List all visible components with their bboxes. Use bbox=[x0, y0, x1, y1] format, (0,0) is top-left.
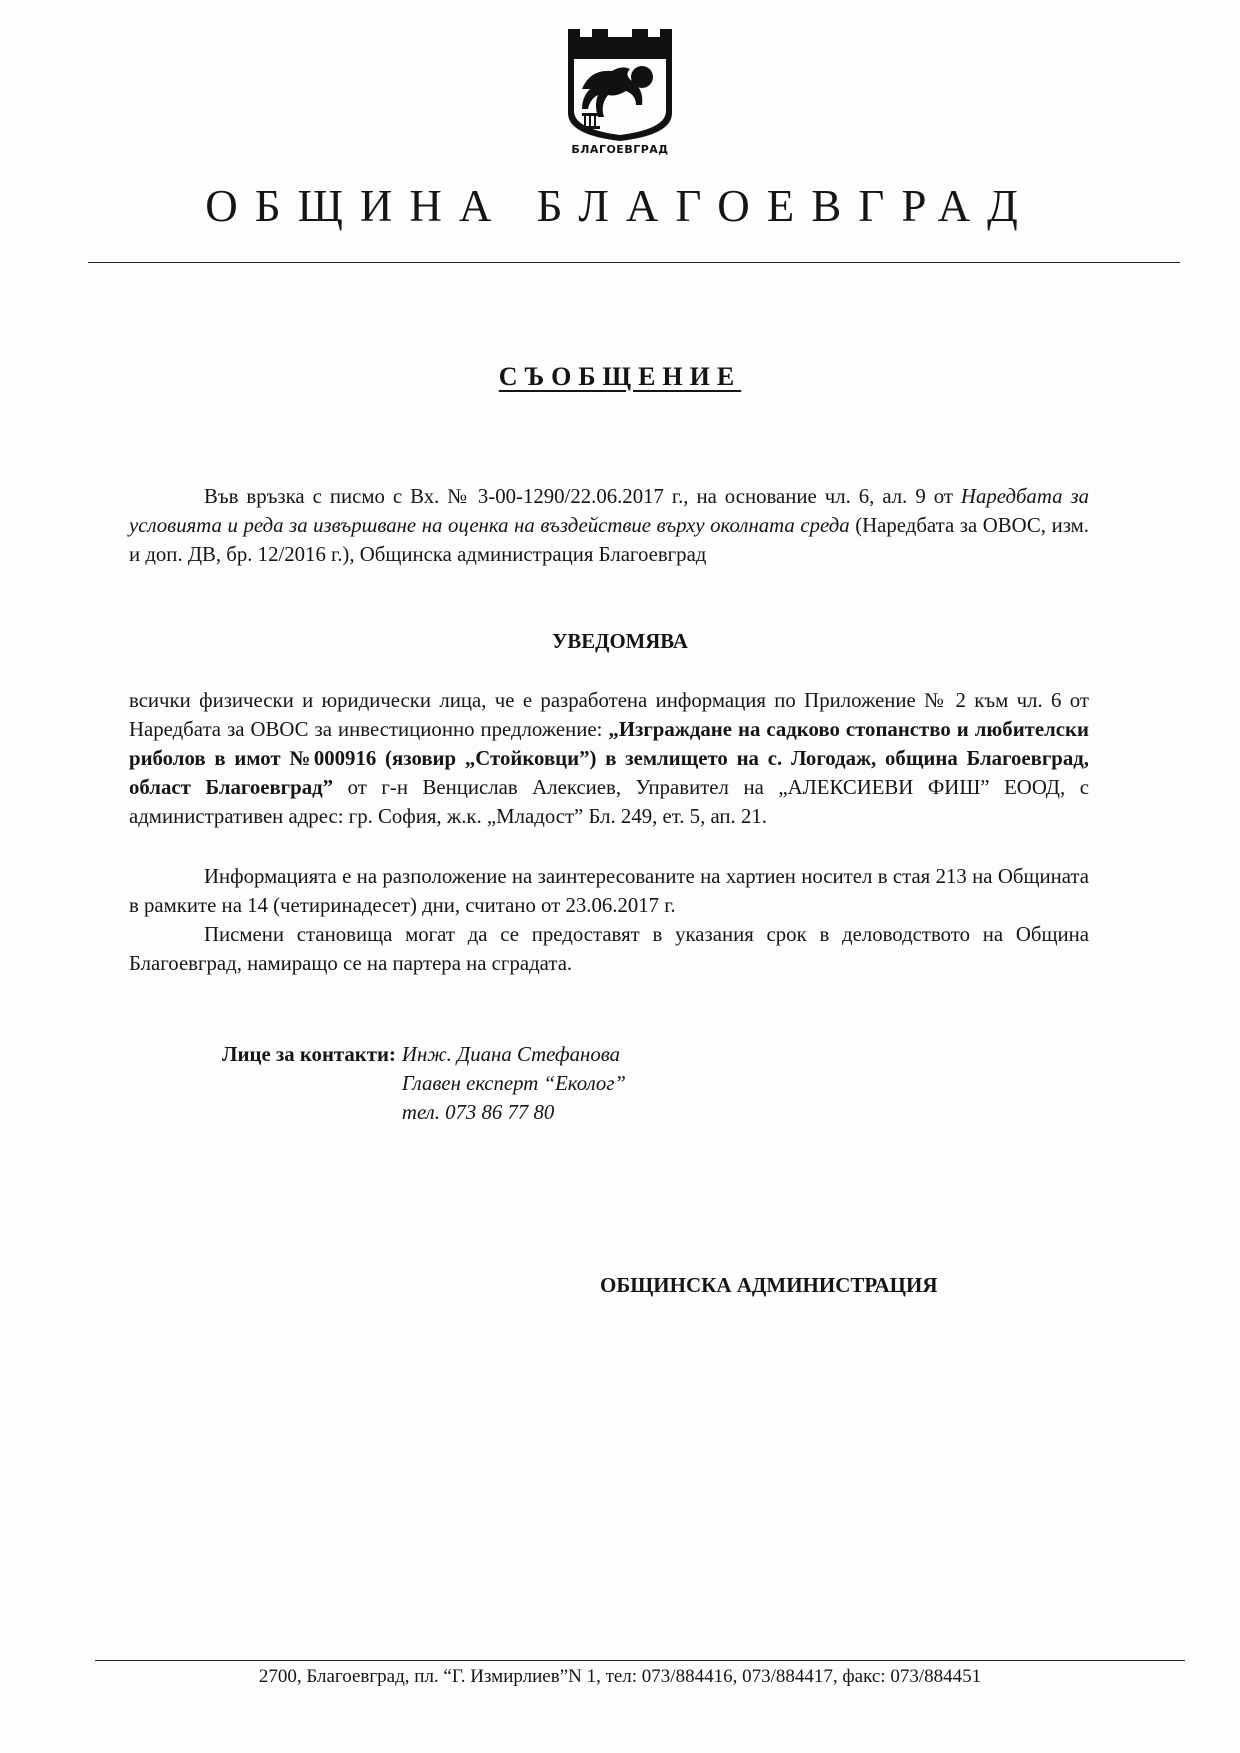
contact-details bbox=[396, 1040, 626, 1127]
proposal-tail-text: от г-н Венцислав Алексиев, Управител на „АЛЕКСИЕВИ ФИШ” ЕООД, с административен адрес: гр. София, ж.к. „Младост” Бл. 249, ет. 5, ап. 21. bbox=[129, 776, 1089, 828]
coat-of-arms bbox=[560, 25, 680, 165]
notify-heading: УВЕДОМЯВА bbox=[552, 630, 688, 653]
paragraph-reference bbox=[129, 482, 1089, 569]
contact-position: Главен експерт “Еколог” bbox=[401, 1072, 626, 1095]
paragraph-statements bbox=[129, 920, 1089, 978]
organization-title: ОБЩИНА БЛАГОЕВГРАД bbox=[205, 181, 1035, 231]
signature-admin: ОБЩИНСКА АДМИНИСТРАЦИЯ bbox=[600, 1273, 938, 1297]
statements-text: Писмени становища могат да се предоставят в указания срок в деловодството на Община Благоевград, намиращо се на партера на сградата. bbox=[129, 923, 1089, 975]
proposal-lead-text: всички физически и юридически лица, че е разработена информация по Приложение № 2 към чл. 6 от Наредбата за ОВОС за инвестиционно предложение: bbox=[129, 689, 1089, 741]
availability-text: Информацията е на разположение на заинтересованите на хартиен носител в стая 213 на Общината в рамките на 14 (четиринадесет) дни, считано от 23.06.2017 г. bbox=[129, 865, 1089, 917]
regulation-name: Наредбата за условията и реда за извършване на оценка на въздействие върху околната среда bbox=[129, 485, 1089, 537]
coat-of-arms-icon bbox=[560, 25, 680, 143]
contact-name: Инж. Диана Стефанова bbox=[401, 1043, 621, 1066]
coat-of-arms-label: БЛАГОЕВГРАД bbox=[571, 143, 669, 156]
contact-block bbox=[222, 1040, 626, 1127]
header-divider bbox=[88, 262, 1180, 263]
footer-divider bbox=[95, 1660, 1185, 1661]
contact-label: Лице за контакти: bbox=[222, 1043, 396, 1066]
notice-title: СЪОБЩЕНИЕ bbox=[498, 362, 742, 391]
paragraph-investment-proposal bbox=[129, 686, 1089, 831]
footer-address: 2700, Благоевград, пл. “Г. Измирлиев”N 1, тел: 073/884416, 073/884417, факс: 073/884451 bbox=[258, 1666, 982, 1687]
contact-phone: тел. 073 86 77 80 bbox=[401, 1101, 555, 1124]
proposal-title: „Изграждане на садково стопанство и любителски риболов в имот №000916 (язовир „Стойковци”) в землището на с. Логодаж, община Благоевград, област Благоевград” bbox=[129, 718, 1089, 799]
paragraph-availability bbox=[129, 862, 1089, 920]
reference-lead-text: Във връзка с писмо с Вх. № 3-00-1290/22.06.2017 г., на основание чл. 6, ал. 9 от bbox=[204, 485, 961, 508]
reference-tail-text: (Наредбата за ОВОС, изм. и доп. ДВ, бр. 12/2016 г.), Общинска администрация Благоевград bbox=[129, 514, 1089, 566]
